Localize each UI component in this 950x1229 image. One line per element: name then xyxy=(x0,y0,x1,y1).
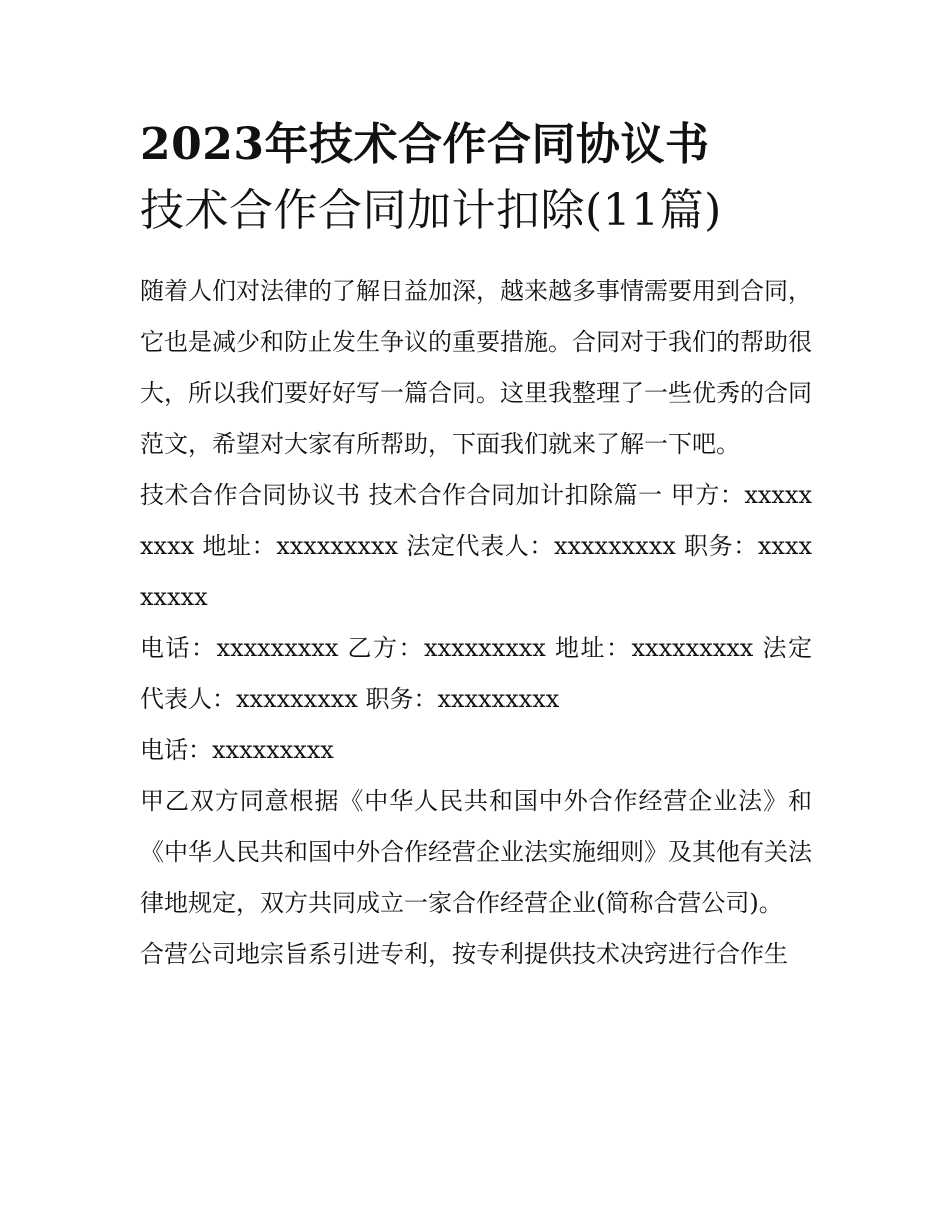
intro-paragraph: 随着人们对法律的了解日益加深，越来越多事情需要用到合同，它也是减少和防止发生争议的重要措施。合同对于我们的帮助很大，所以我们要好好写一篇合同。这里我整理了一些优秀的合同范文，希望对大家有所帮助，下面我们就来了解一下吧。 xyxy=(140,277,812,458)
phone-paragraph: 电话：xxxxxxxxx xyxy=(140,736,334,764)
party-b-paragraph: 电话：xxxxxxxxx 乙方：xxxxxxxxx 地址：xxxxxxxxx 法定代表人：xxxxxxxxx 职务：xxxxxxxxx xyxy=(140,634,812,713)
agreement-paragraph: 甲乙双方同意根据《中华人民共和国中外合作经营企业法》和《中华人民共和国中外合作经营企业法实施细则》及其他有关法律地规定，双方共同成立一家合作经营企业(简称合营公司)。 xyxy=(140,787,812,917)
purpose-paragraph: 合营公司地宗旨系引进专利，按专利提供技术决窍进行合作生 xyxy=(140,940,788,968)
title-line-1: 2023年技术合作合同协议书 xyxy=(140,119,710,170)
document-page xyxy=(140,112,812,980)
party-a-paragraph: 技术合作合同协议书 技术合作合同加计扣除篇一 甲方：xxxxxxxxx 地址：xxxxxxxxx 法定代表人：xxxxxxxxx 职务：xxxxxxxxx xyxy=(140,481,812,611)
document-body xyxy=(140,266,812,980)
title-line-2: 技术合作合同加计扣除(11篇) xyxy=(140,185,722,236)
document-title xyxy=(140,112,812,244)
